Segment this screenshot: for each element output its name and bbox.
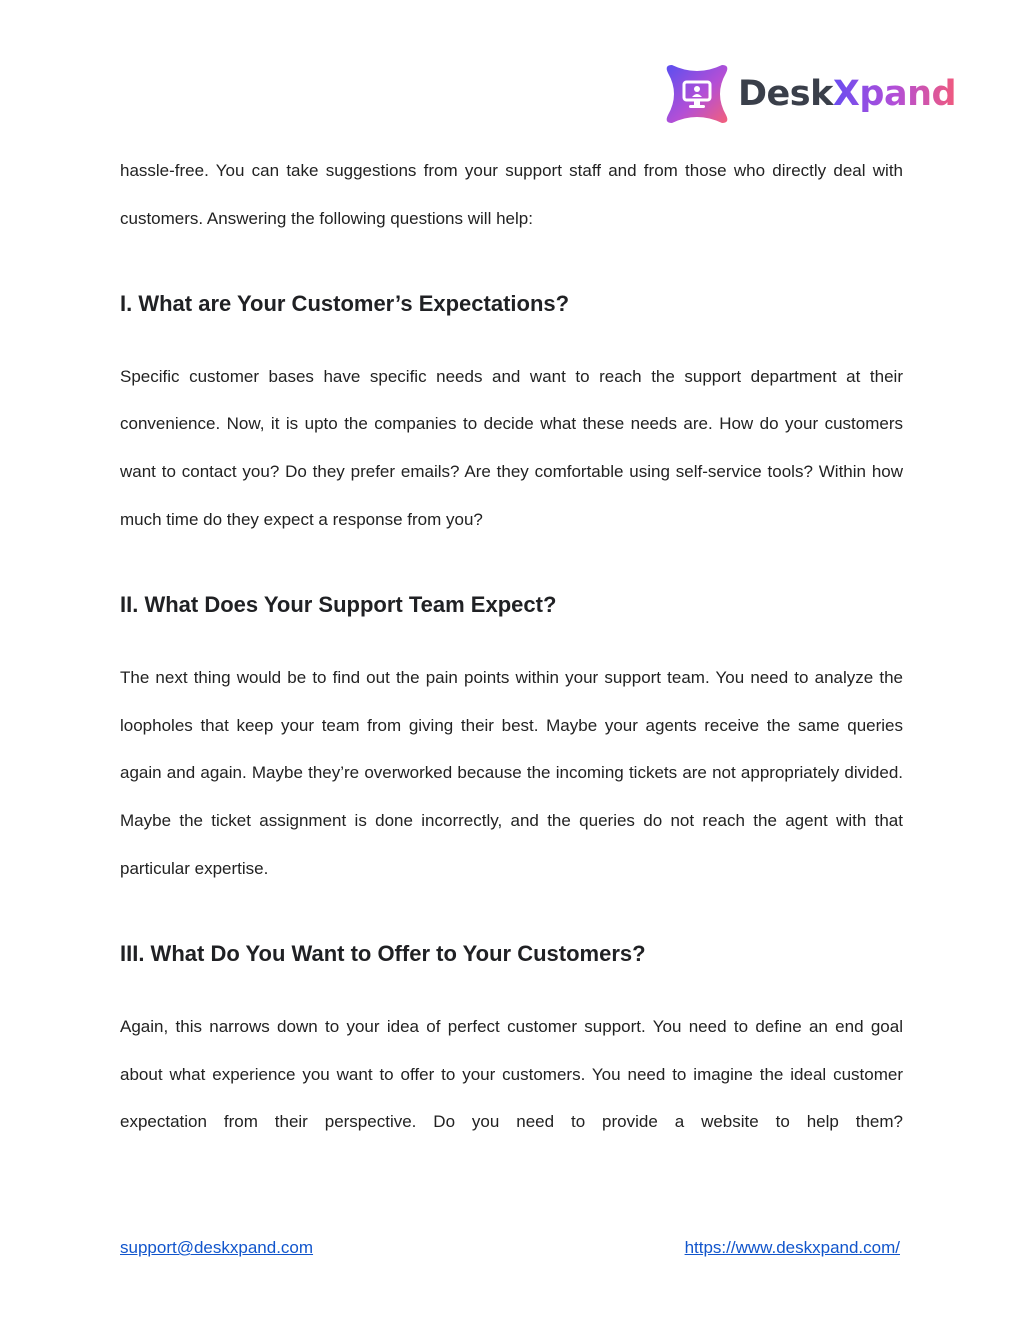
section-body-1: Specific customer bases have specific needs and want to reach the support department at their convenience. Now, it is upto the companies to decide what these needs are. How do your customers want to contact you? Do they prefer emails? Are they comfortable using self-service tools? Within how much time do they expect a response from you? (120, 366, 903, 529)
section-heading-1: I. What are Your Customer’s Expectations? (120, 290, 570, 316)
section-heading-3: III. What Do You Want to Offer to Your Customers? (120, 940, 646, 966)
page-footer (120, 1238, 900, 1258)
website-link[interactable]: https://www.deskxpand.com/ (684, 1238, 900, 1257)
deskxpand-logo (664, 60, 956, 128)
logo-text-desk: Desk (738, 73, 833, 114)
monitor-icon (664, 61, 730, 127)
support-email-link[interactable]: support@deskxpand.com (120, 1238, 314, 1257)
section-body-2: The next thing would be to find out the pain points within your support team. You need to analyze the loopholes that keep your team from giving their best. Maybe your agents receive the same queries again and again. Maybe they’re overworked because the incoming tickets are not appropriately divided. Maybe the ticket assignment is done incorrectly, and the queries do not reach the agent with that particular expertise. (120, 667, 903, 878)
section-heading-2: II. What Does Your Support Team Expect? (120, 591, 557, 617)
document-body (120, 147, 903, 1146)
logo-wordmark (738, 73, 957, 114)
logo-text-xpand: Xpand (832, 73, 957, 114)
section-body-3: Again, this narrows down to your idea of perfect customer support. You need to define an end goal about what experience you want to offer to your customers. You need to imagine the ideal customer expectation from their perspective. Do you need to provide a website to help them? (120, 1016, 903, 1132)
intro-paragraph: hassle-free. You can take suggestions from your support staff and from those who directly deal with customers. Answering the following questions will help: (120, 161, 903, 228)
